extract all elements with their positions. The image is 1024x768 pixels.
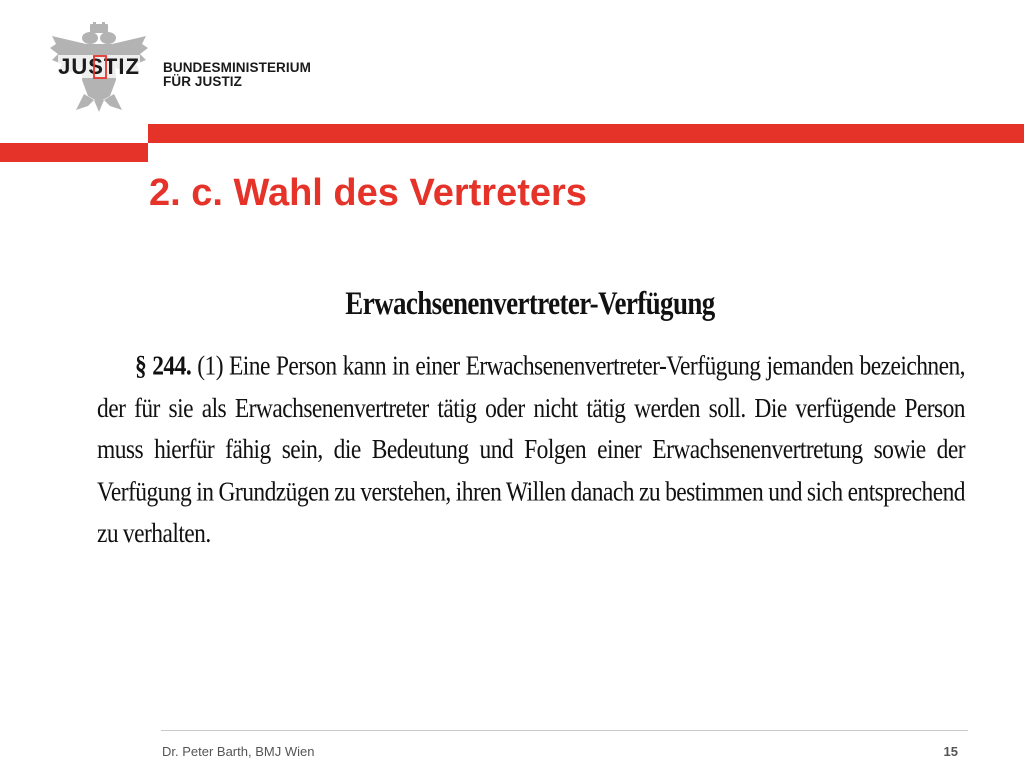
legal-paragraph: [97, 346, 965, 555]
justiz-logo: [48, 22, 150, 114]
footer-divider: [161, 730, 968, 731]
logo-text: JUSTIZ: [58, 54, 140, 79]
footer-author: Dr. Peter Barth, BMJ Wien: [162, 744, 315, 759]
paragraph-body: (1) Eine Person kann in einer Erwachsenenvertreter-Verfügung jemanden bezeichnen, der für sie als Erwachsenenvertreter tätig oder nicht tätig werden soll. Die verfügende Person muss hierfür fähig sein, die Bedeutung und Folgen einer Erwachsenenvertretung sowie der Verfügung in Grundzügen zu verstehen, ihren Willen danach zu bestimmen und sich entsprechend zu verhalten.: [97, 350, 966, 549]
ministry-line-1: BUNDESMINISTERIUM: [163, 60, 311, 75]
section-number: § 244.: [135, 350, 192, 382]
header-accent-bar-left: [0, 143, 148, 162]
ministry-line-2: FÜR JUSTIZ: [163, 74, 243, 89]
austrian-eagle-coat-of-arms-icon: [48, 22, 150, 114]
ministry-name: [163, 61, 311, 89]
header-accent-bar: [148, 124, 1024, 143]
slide-title: 2. c. Wahl des Vertreters: [149, 172, 587, 214]
section-heading: Erwachsenenvertreter-Verfügung: [345, 285, 715, 321]
page-number: 15: [943, 744, 958, 759]
